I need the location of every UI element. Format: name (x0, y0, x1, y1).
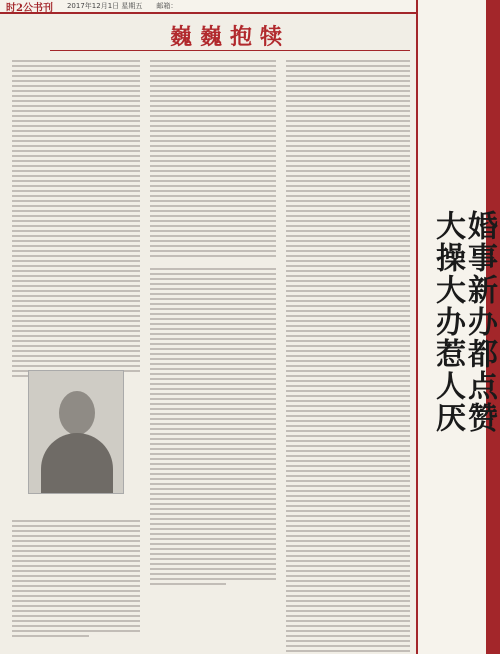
portrait-photo (28, 370, 124, 494)
vertical-headline-1: 婚事新办都点赞 (462, 210, 497, 434)
portrait-face (59, 391, 95, 435)
masthead-date: 2017年12月1日 星期五 (66, 2, 143, 10)
right-column (286, 60, 410, 654)
headline-rule (50, 50, 410, 51)
left-column-top (12, 60, 140, 377)
vertical-headline-2: 大操大办惹人厌 (430, 210, 465, 434)
masthead-logo: 时2公书刊 (6, 2, 53, 14)
left-column-bottom (12, 512, 140, 637)
article-headline: 巍巍抱犊 (169, 24, 290, 50)
masthead-email: 邮箱： (156, 2, 178, 10)
side-headline-panel (416, 0, 500, 654)
portrait-body (41, 433, 113, 494)
middle-column (150, 60, 276, 585)
